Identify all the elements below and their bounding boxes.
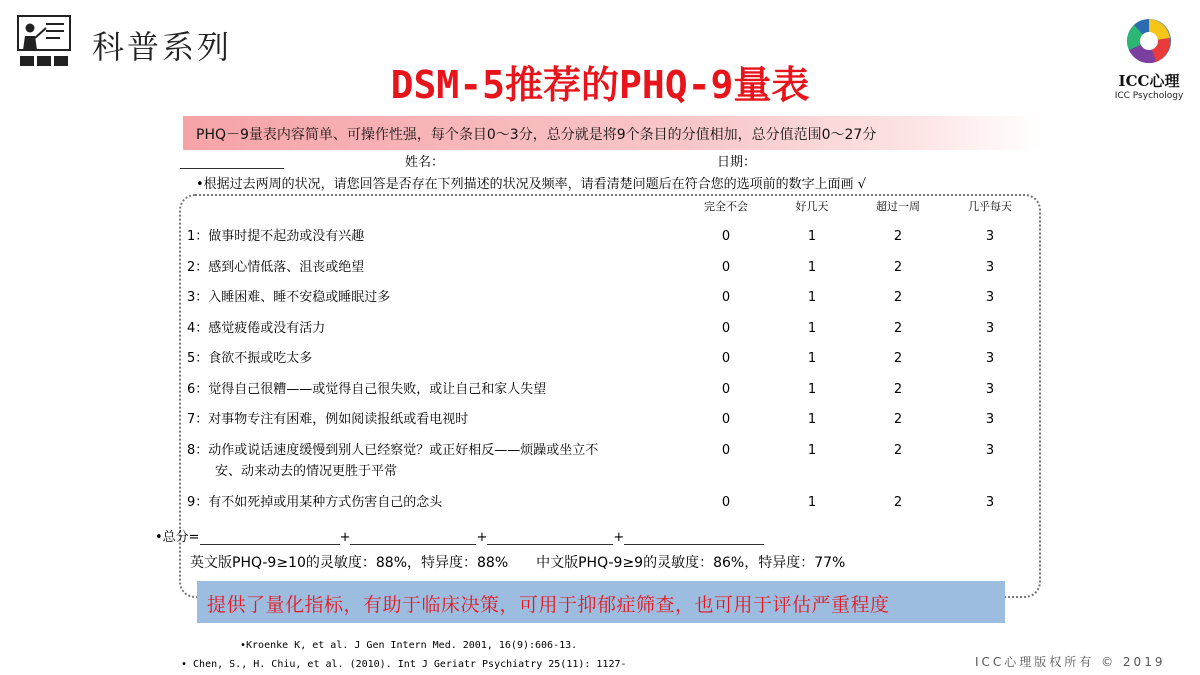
icc-logo-mark-icon: [1126, 18, 1172, 64]
total-label: •总分=: [155, 530, 200, 545]
q4-score-0[interactable]: 0: [721, 321, 731, 336]
question-1: 1：做事时提不起劲或没有兴趣: [187, 229, 365, 244]
question-5: 5：食欲不振或吃太多: [187, 351, 313, 366]
q1-score-3[interactable]: 3: [985, 229, 995, 244]
q7-score-3[interactable]: 3: [985, 412, 995, 427]
reference-2: • Chen, S., H. Chiu, et al. (2010). Int J Geriatr Psychiatry 25(11): 1127-: [181, 659, 627, 670]
question-4: 4：感觉疲倦或没有活力: [187, 321, 326, 336]
q6-score-3[interactable]: 3: [985, 382, 995, 397]
name-label: 姓名：: [405, 155, 445, 170]
question-6: 6：觉得自己很糟——或觉得自己很失败，或让自己和家人失望: [187, 382, 547, 397]
question-9: 9：有不如死掉或用某种方式伤害自己的念头: [187, 495, 443, 510]
question-7: 7：对事物专注有困难，例如阅读报纸或看电视时: [187, 412, 469, 427]
total-plus-2: +: [476, 530, 488, 545]
q8-score-0[interactable]: 0: [721, 443, 731, 458]
question-2: 2：感到心情低落、沮丧或绝望: [187, 260, 365, 275]
q1-score-2[interactable]: 2: [893, 229, 903, 244]
q5-score-1[interactable]: 1: [807, 351, 817, 366]
q3-score-1[interactable]: 1: [807, 290, 817, 305]
column-header-nearly-every-day: 几乎每天: [968, 200, 1012, 213]
total-blank-1[interactable]: [200, 530, 340, 545]
intro-text: PHQ－9量表内容简单、可操作性强，每个条目0～3分，总分就是将9个条目的分值相加，总分值范围0～27分: [196, 127, 877, 143]
q6-score-0[interactable]: 0: [721, 382, 731, 397]
instruction-text: •根据过去两周的状况，请您回答是否存在下列描述的状况及频率，请看清楚问题后在符合您的选项前的数字上面画 √: [196, 177, 867, 192]
q1-score-1[interactable]: 1: [807, 229, 817, 244]
q4-score-2[interactable]: 2: [893, 321, 903, 336]
q1-score-0[interactable]: 0: [721, 229, 731, 244]
total-score-row: [155, 526, 764, 545]
reference-1: •Kroenke K, et al. J Gen Intern Med. 2001, 16(9):606-13.: [240, 640, 578, 651]
q9-score-3[interactable]: 3: [985, 495, 995, 510]
q2-score-3[interactable]: 3: [985, 260, 995, 275]
q8-score-2[interactable]: 2: [893, 443, 903, 458]
sensitivity-text: 英文版PHQ-9≥10的灵敏度：88%，特异度：88% 中文版PHQ-9≥9的灵敏度：86%，特异度：77%: [190, 555, 846, 571]
column-header-several-days: 好几天: [795, 200, 829, 213]
total-plus-3: +: [613, 530, 625, 545]
q3-score-2[interactable]: 2: [893, 290, 903, 305]
total-blank-4[interactable]: [624, 530, 764, 545]
column-header-more-than-week: 超过一周: [876, 200, 920, 213]
logo-name: ICC心理: [1118, 72, 1180, 90]
icc-logo: [1112, 18, 1186, 101]
q4-score-3[interactable]: 3: [985, 321, 995, 336]
q2-score-0[interactable]: 0: [721, 260, 731, 275]
q7-score-0[interactable]: 0: [721, 412, 731, 427]
copyright-text: ICC心理版权所有 © 2019: [975, 655, 1166, 669]
question-8-continued: 安、动来动去的情况更胜于平常: [215, 464, 398, 479]
q7-score-2[interactable]: 2: [893, 412, 903, 427]
total-blank-2[interactable]: [350, 530, 476, 545]
q5-score-2[interactable]: 2: [893, 351, 903, 366]
q2-score-2[interactable]: 2: [893, 260, 903, 275]
total-blank-3[interactable]: [487, 530, 613, 545]
q2-score-1[interactable]: 1: [807, 260, 817, 275]
q5-score-0[interactable]: 0: [721, 351, 731, 366]
date-label: 日期：: [717, 155, 757, 170]
q8-score-3[interactable]: 3: [985, 443, 995, 458]
q9-score-1[interactable]: 1: [807, 495, 817, 510]
column-header-not-at-all: 完全不会: [704, 200, 748, 213]
q6-score-2[interactable]: 2: [893, 382, 903, 397]
q5-score-3[interactable]: 3: [985, 351, 995, 366]
q7-score-1[interactable]: 1: [807, 412, 817, 427]
question-3: 3：入睡困难、睡不安稳或睡眠过多: [187, 290, 391, 305]
name-underline: [180, 168, 284, 169]
q6-score-1[interactable]: 1: [807, 382, 817, 397]
page-title: DSM-5推荐的PHQ-9量表: [390, 63, 810, 107]
question-8: 8：动作或说话速度缓慢到别人已经察觉？或正好相反——烦躁或坐立不: [187, 443, 599, 458]
total-plus-1: +: [339, 530, 351, 545]
q9-score-0[interactable]: 0: [721, 495, 731, 510]
series-title: 科普系列: [92, 28, 233, 66]
q9-score-2[interactable]: 2: [893, 495, 903, 510]
logo-subtitle: ICC Psychology: [1114, 91, 1184, 101]
q3-score-0[interactable]: 0: [721, 290, 731, 305]
highlight-text: 提供了量化指标，有助于临床决策，可用于抑郁症筛查，也可用于评估严重程度: [207, 594, 890, 616]
q3-score-3[interactable]: 3: [985, 290, 995, 305]
q4-score-1[interactable]: 1: [807, 321, 817, 336]
q8-score-1[interactable]: 1: [807, 443, 817, 458]
